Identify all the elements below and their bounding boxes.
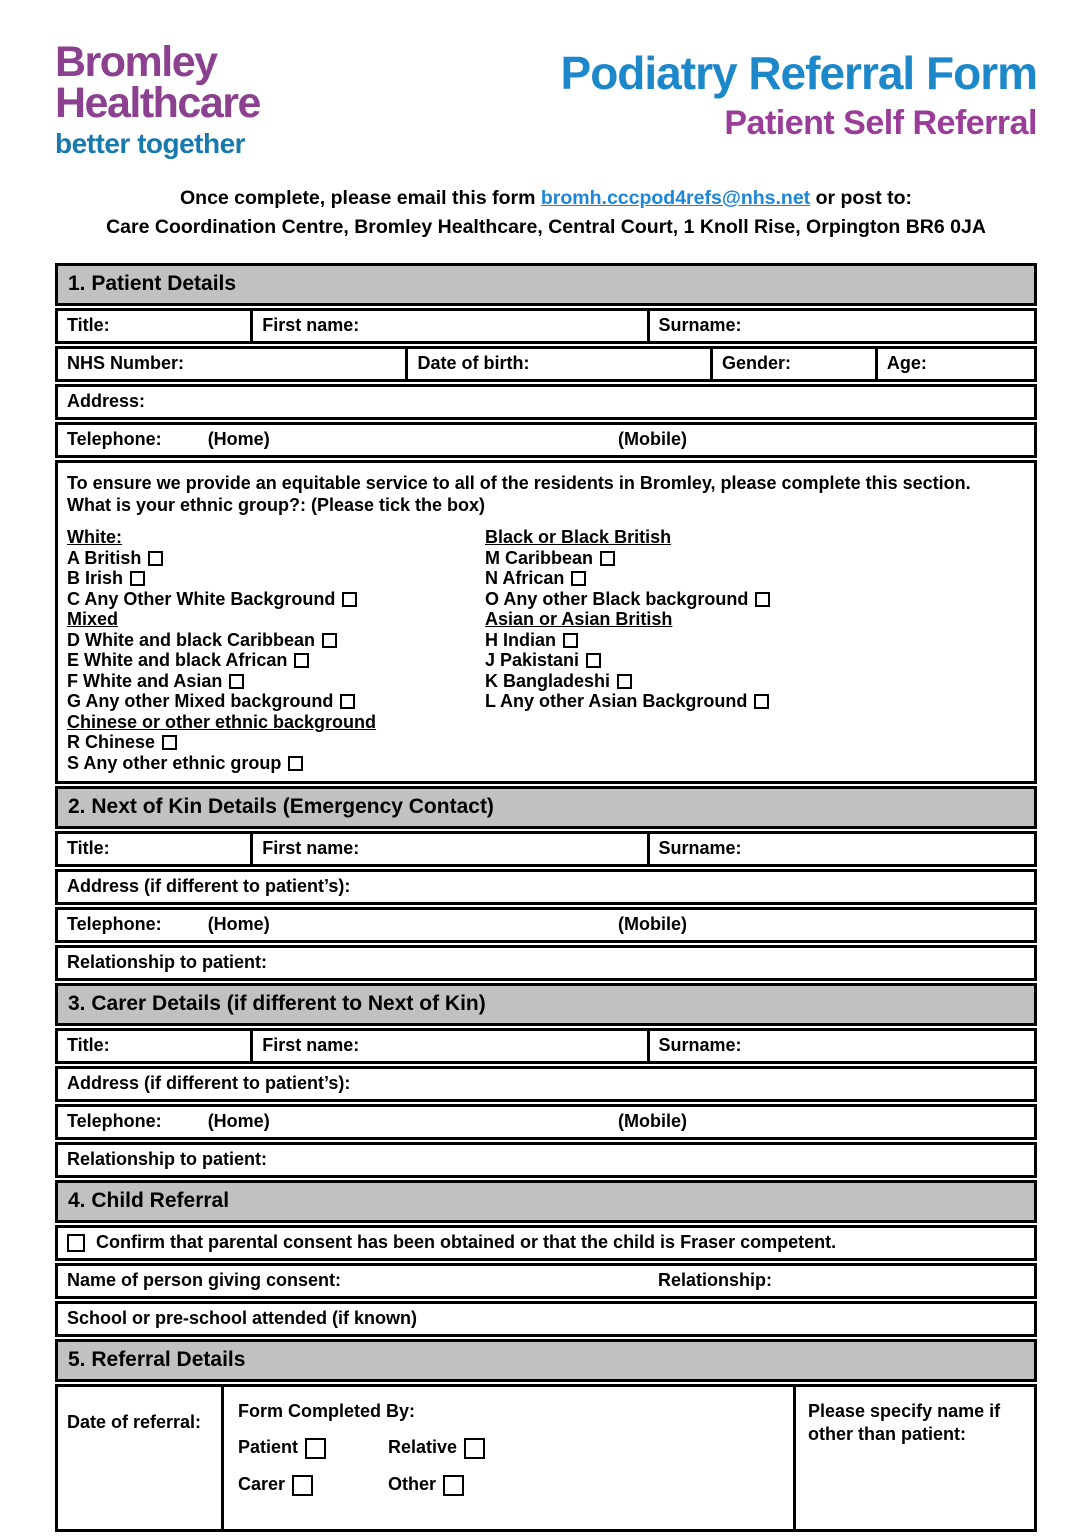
patient-title-field[interactable] bbox=[58, 311, 250, 341]
form-title: Podiatry Referral Form bbox=[560, 47, 1037, 99]
patient-surname-field[interactable] bbox=[647, 311, 1034, 341]
section-3-header: 3. Carer Details (if different to Next of Kin) bbox=[55, 983, 1037, 1026]
telephone-label: Telephone: bbox=[67, 429, 162, 450]
date-of-referral-label: Date of referral: bbox=[67, 1412, 202, 1433]
relationship-label: Relationship to patient: bbox=[67, 952, 267, 973]
patient-telephone-field[interactable] bbox=[58, 425, 1034, 455]
telephone-label: Telephone: bbox=[67, 914, 162, 935]
checkbox-other-asian[interactable] bbox=[754, 694, 769, 709]
ethnic-option-label: G Any other Mixed background bbox=[67, 691, 334, 712]
completed-by-carer bbox=[238, 1474, 388, 1496]
checkbox-indian[interactable] bbox=[563, 633, 578, 648]
consent-relationship-label: Relationship: bbox=[658, 1270, 773, 1291]
ethnic-option-bangladeshi bbox=[485, 671, 1025, 692]
patient-address-row bbox=[55, 384, 1037, 420]
telephone-home-label: (Home) bbox=[207, 914, 270, 935]
logo-tagline: better together bbox=[55, 127, 246, 159]
ethnic-heading-mixed: Mixed bbox=[67, 609, 119, 630]
checkbox-irish[interactable] bbox=[130, 571, 145, 586]
ethnic-option-chinese bbox=[67, 732, 485, 753]
checkbox-other-black[interactable] bbox=[755, 592, 770, 607]
form-completed-by-label: Form Completed By: bbox=[238, 1401, 416, 1422]
patient-first-name-field[interactable] bbox=[250, 311, 646, 341]
consent-text: Confirm that parental consent has been obtained or that the child is Fraser competent. bbox=[96, 1232, 837, 1253]
checkbox-pakistani[interactable] bbox=[586, 653, 601, 668]
checkbox-white-black-african[interactable] bbox=[294, 653, 309, 668]
ethnicity-section bbox=[55, 460, 1037, 784]
gender-field[interactable] bbox=[710, 349, 875, 379]
ethnic-option-other-mixed bbox=[67, 691, 485, 712]
checkbox-caribbean[interactable] bbox=[600, 551, 615, 566]
referral-details-row bbox=[55, 1384, 1037, 1532]
checkbox-bangladeshi[interactable] bbox=[617, 674, 632, 689]
instruction-line-2: Care Coordination Centre, Bromley Healthcare, Central Court, 1 Knoll Rise, Orpington BR6 0JA bbox=[106, 215, 986, 238]
ethnic-option-label: N African bbox=[485, 568, 565, 589]
ethnicity-intro-line-2: What is your ethnic group?: (Please tick the box) bbox=[67, 495, 486, 516]
carer-option-label: Carer bbox=[238, 1473, 286, 1494]
ethnicity-intro-line-1: To ensure we provide an equitable service to all of the residents in Bromley, please complete this section. bbox=[67, 473, 971, 494]
carer-relationship-row bbox=[55, 1142, 1037, 1178]
patient-address-field[interactable] bbox=[58, 387, 1034, 417]
surname-label: Surname: bbox=[658, 838, 742, 859]
completed-by-patient bbox=[238, 1437, 388, 1459]
telephone-mobile-label: (Mobile) bbox=[618, 914, 687, 935]
title-label: Title: bbox=[67, 1035, 110, 1056]
checkbox-other-white[interactable] bbox=[342, 592, 357, 607]
title-label: Title: bbox=[67, 315, 110, 336]
carer-checkbox[interactable] bbox=[292, 1475, 313, 1496]
ethnicity-columns bbox=[67, 527, 1025, 773]
section-5-header: 5. Referral Details bbox=[55, 1339, 1037, 1382]
checkbox-white-black-caribbean[interactable] bbox=[322, 633, 337, 648]
patient-telephone-row bbox=[55, 422, 1037, 458]
ethnicity-right-column bbox=[485, 527, 1025, 773]
ethnic-option-white-black-african bbox=[67, 650, 485, 671]
ethnic-heading-white: White: bbox=[67, 527, 122, 548]
ethnic-option-label: F White and Asian bbox=[67, 670, 223, 691]
checkbox-white-asian[interactable] bbox=[229, 674, 244, 689]
page-header bbox=[0, 0, 1092, 160]
carer-first-name-field[interactable] bbox=[250, 1031, 646, 1061]
carer-name-row bbox=[55, 1028, 1037, 1064]
carer-relationship-field[interactable] bbox=[58, 1145, 1034, 1175]
section-4-header: 4. Child Referral bbox=[55, 1180, 1037, 1223]
ethnic-option-label: J Pakistani bbox=[485, 650, 580, 671]
form-subtitle: Patient Self Referral bbox=[724, 104, 1037, 142]
ethnic-option-label: O Any other Black background bbox=[485, 588, 749, 609]
ethnic-option-other-ethnic bbox=[67, 753, 485, 774]
kin-relationship-field[interactable] bbox=[58, 948, 1034, 978]
logo-text-bromley: Bromley bbox=[55, 38, 217, 86]
kin-relationship-row bbox=[55, 945, 1037, 981]
age-label: Age: bbox=[886, 353, 927, 374]
checkbox-chinese[interactable] bbox=[162, 735, 177, 750]
address-label: Address (if different to patient’s): bbox=[67, 876, 351, 897]
specify-name-field[interactable] bbox=[793, 1387, 1034, 1529]
bromley-healthcare-logo bbox=[55, 38, 260, 160]
address-label: Address (if different to patient’s): bbox=[67, 1073, 351, 1094]
title-label: Title: bbox=[67, 838, 110, 859]
date-of-birth-field[interactable] bbox=[405, 349, 710, 379]
patient-option-label: Patient bbox=[238, 1437, 299, 1458]
kin-telephone-row bbox=[55, 907, 1037, 943]
telephone-mobile-label: (Mobile) bbox=[618, 1111, 687, 1132]
ethnic-option-label: R Chinese bbox=[67, 732, 156, 753]
ethnic-option-african bbox=[485, 568, 1025, 589]
referral-form-table bbox=[55, 263, 1037, 1532]
ethnic-option-label: L Any other Asian Background bbox=[485, 691, 748, 712]
ethnic-option-other-white bbox=[67, 589, 485, 610]
ethnic-option-other-black bbox=[485, 589, 1025, 610]
ethnic-option-caribbean bbox=[485, 548, 1025, 569]
ethnic-option-indian bbox=[485, 630, 1025, 651]
patient-checkbox[interactable] bbox=[305, 1438, 326, 1459]
gender-label: Gender: bbox=[721, 353, 791, 374]
kin-surname-field[interactable] bbox=[647, 834, 1034, 864]
ethnic-option-other-asian bbox=[485, 691, 1025, 712]
checkbox-african[interactable] bbox=[571, 571, 586, 586]
school-label: School or pre-school attended (if known) bbox=[67, 1308, 418, 1329]
logo-text-healthcare: Healthcare bbox=[55, 78, 260, 127]
relationship-label: Relationship to patient: bbox=[67, 1149, 267, 1170]
consent-checkbox[interactable] bbox=[67, 1234, 85, 1252]
relative-option-label: Relative bbox=[388, 1437, 458, 1458]
ethnic-option-label: A British bbox=[67, 547, 142, 568]
age-field[interactable] bbox=[875, 349, 1034, 379]
instruction-text: or post to: bbox=[810, 186, 913, 209]
address-label: Address: bbox=[67, 391, 146, 412]
kin-name-row bbox=[55, 831, 1037, 867]
ethnic-option-label: C Any Other White Background bbox=[67, 588, 336, 609]
ethnic-option-white-asian bbox=[67, 671, 485, 692]
kin-title-field[interactable] bbox=[58, 834, 250, 864]
first-name-label: First name: bbox=[262, 1035, 360, 1056]
child-consent-name-row bbox=[55, 1263, 1037, 1299]
ethnic-option-label: M Caribbean bbox=[485, 547, 594, 568]
ethnic-option-label: D White and black Caribbean bbox=[67, 629, 316, 650]
carer-telephone-field[interactable] bbox=[58, 1107, 1034, 1137]
first-name-label: First name: bbox=[262, 315, 360, 336]
other-checkbox[interactable] bbox=[443, 1475, 464, 1496]
nhs-number-label: NHS Number: bbox=[67, 353, 185, 374]
first-name-label: First name: bbox=[262, 838, 360, 859]
patient-name-row bbox=[55, 308, 1037, 344]
ethnic-option-white-black-caribbean bbox=[67, 630, 485, 651]
checkbox-other-mixed[interactable] bbox=[340, 694, 355, 709]
surname-label: Surname: bbox=[658, 315, 742, 336]
kin-address-row bbox=[55, 869, 1037, 905]
ethnic-option-label: H Indian bbox=[485, 629, 556, 650]
carer-address-field[interactable] bbox=[58, 1069, 1034, 1099]
checkbox-british[interactable] bbox=[148, 551, 163, 566]
checkbox-other-ethnic[interactable] bbox=[288, 756, 303, 771]
completed-by-relative bbox=[388, 1437, 485, 1459]
school-field[interactable] bbox=[58, 1304, 1034, 1334]
carer-title-field[interactable] bbox=[58, 1031, 250, 1061]
completed-by-other bbox=[388, 1474, 464, 1496]
ethnic-option-label: K Bangladeshi bbox=[485, 670, 611, 691]
kin-address-field[interactable] bbox=[58, 872, 1034, 902]
patient-id-row bbox=[55, 346, 1037, 382]
instruction-text: Once complete, please email this form bbox=[179, 186, 541, 209]
telephone-mobile-label: (Mobile) bbox=[618, 429, 687, 450]
instruction-line-1 bbox=[0, 184, 1092, 213]
telephone-home-label: (Home) bbox=[207, 429, 270, 450]
ethnic-heading-asian: Asian or Asian British bbox=[485, 609, 673, 630]
surname-label: Surname: bbox=[658, 1035, 742, 1056]
section-2-header: 2. Next of Kin Details (Emergency Contact) bbox=[55, 786, 1037, 829]
form-completed-by-field bbox=[221, 1387, 793, 1529]
email-link[interactable]: bromh.cccpod4refs@nhs.net bbox=[540, 186, 811, 209]
kin-first-name-field[interactable] bbox=[250, 834, 646, 864]
ethnicity-left-column bbox=[67, 527, 485, 773]
consent-name-label: Name of person giving consent: bbox=[67, 1270, 342, 1291]
relative-checkbox[interactable] bbox=[464, 1438, 485, 1459]
carer-address-row bbox=[55, 1066, 1037, 1102]
completed-by-option-row-2 bbox=[238, 1474, 793, 1496]
ethnic-heading-chinese-other: Chinese or other ethnic background bbox=[67, 711, 377, 732]
ethnic-option-label: S Any other ethnic group bbox=[67, 752, 282, 773]
telephone-home-label: (Home) bbox=[207, 1111, 270, 1132]
ethnic-option-pakistani bbox=[485, 650, 1025, 671]
other-option-label: Other bbox=[388, 1473, 437, 1494]
child-consent-row bbox=[55, 1225, 1037, 1261]
submission-instructions bbox=[0, 184, 1092, 243]
date-of-birth-label: Date of birth: bbox=[417, 353, 530, 374]
child-school-row bbox=[55, 1301, 1037, 1337]
form-titles bbox=[561, 42, 1037, 143]
ethnic-option-label: E White and black African bbox=[67, 650, 288, 671]
child-consent-field bbox=[58, 1228, 1034, 1258]
section-1-header: 1. Patient Details bbox=[55, 263, 1037, 306]
ethnic-option-irish bbox=[67, 568, 485, 589]
date-of-referral-field[interactable] bbox=[58, 1387, 221, 1529]
completed-by-option-row-1 bbox=[238, 1437, 793, 1459]
nhs-number-field[interactable] bbox=[58, 349, 405, 379]
telephone-label: Telephone: bbox=[67, 1111, 162, 1132]
specify-name-label: Please specify name if other than patient: bbox=[808, 1401, 1001, 1445]
kin-telephone-field[interactable] bbox=[58, 910, 1034, 940]
carer-surname-field[interactable] bbox=[647, 1031, 1034, 1061]
carer-telephone-row bbox=[55, 1104, 1037, 1140]
ethnic-heading-black: Black or Black British bbox=[485, 527, 672, 548]
ethnic-option-label: B Irish bbox=[67, 568, 124, 589]
consent-name-field[interactable] bbox=[58, 1266, 1034, 1296]
ethnic-option-british bbox=[67, 548, 485, 569]
